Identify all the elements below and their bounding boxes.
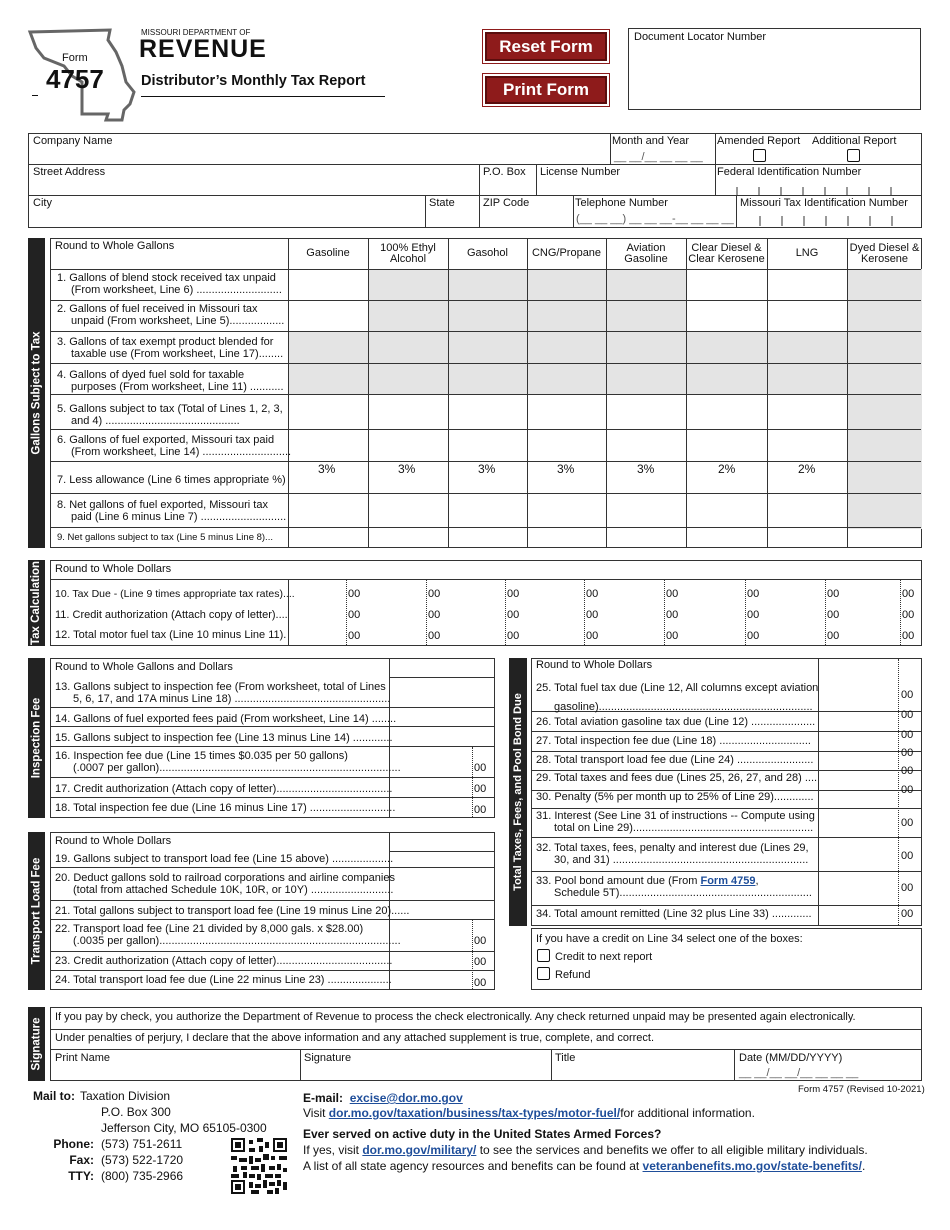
inspection-fee-sidebar: Inspection Fee — [28, 658, 45, 818]
totals-line-cents: 00 — [901, 729, 914, 741]
revision-note: Form 4757 (Revised 10-2021) — [798, 1084, 925, 1095]
transport-fee-sidebar: Transport Load Fee — [28, 832, 45, 990]
revenue-logo: REVENUE — [139, 35, 267, 63]
allowance-clear-diesel: 2% — [718, 462, 736, 476]
tty-label: TTY: — [68, 1169, 94, 1183]
allowance-lng: 2% — [798, 462, 816, 476]
po-box-label[interactable]: P.O. Box — [483, 166, 526, 178]
credit-next-label: Credit to next report — [555, 951, 653, 963]
credit-question: If you have a credit on Line 34 select one of the boxes: — [536, 933, 803, 945]
line-4-label: 4. Gallons of dyed fuel sold for taxable purposes (From worksheet, Line 11) ........... — [57, 369, 284, 393]
qr-code-icon — [231, 1138, 287, 1194]
totals-line-cents: 00 — [901, 908, 914, 920]
tax-calc-cents: 00 — [428, 630, 441, 642]
line-30-label: 30. Penalty (5% per month up to 25% of Line 29)............. — [536, 791, 814, 803]
transport-header: Round to Whole Dollars — [55, 835, 172, 847]
totals-header: Round to Whole Dollars — [536, 659, 653, 671]
col-clear-diesel: Clear Diesel & Clear Kerosene — [688, 241, 765, 265]
print-form-button[interactable]: Print Form — [485, 76, 607, 104]
military-line-1: If yes, visit dor.mo.gov/military/ to see the services and benefits we offer to all eligible military individuals. — [303, 1143, 868, 1157]
phone-label: Phone: — [53, 1137, 94, 1151]
line-10-label: 10. Tax Due - (Line 9 times appropriate tax rates).... — [55, 588, 295, 600]
line-9-label: 9. Net gallons subject to tax (Line 5 minus Line 8)... — [57, 532, 273, 543]
tax-calc-cents: 00 — [747, 609, 760, 621]
fein-label[interactable]: Federal Identification Number — [717, 166, 862, 178]
line-15-label: 15. Gallons subject to inspection fee (Line 13 minus Line 14) ............. — [55, 732, 393, 744]
gallons-header: Round to Whole Gallons — [55, 240, 175, 252]
col-aviation-gasoline: Aviation Gasoline — [624, 241, 668, 265]
fax-label: Fax: — [69, 1153, 94, 1167]
line-17-cents: 00 — [474, 783, 487, 795]
tax-calc-cents: 00 — [827, 588, 840, 600]
tax-calc-cents: 00 — [747, 588, 760, 600]
license-number-label[interactable]: License Number — [540, 166, 621, 178]
document-locator-field[interactable] — [628, 28, 921, 110]
line-21-label: 21. Total gallons subject to transport load fee (Line 19 minus Line 20)...... — [55, 905, 410, 917]
month-year-input[interactable]: __ __/__ __ __ __ — [614, 151, 703, 163]
totals-sidebar: Total Taxes, Fees, and Pool Bond Due — [509, 658, 527, 926]
city-label[interactable]: City — [33, 197, 52, 209]
military-link[interactable]: dor.mo.gov/military/ — [362, 1143, 477, 1157]
mo-tax-id-ticks — [740, 214, 920, 226]
tax-calc-cents: 00 — [666, 588, 679, 600]
line-32-label: 32. Total taxes, fees, penalty and interest due (Lines 29, 30, and 31) ................................................................ — [536, 842, 809, 866]
form-4759-link[interactable]: Form 4759 — [700, 875, 756, 887]
tax-calc-cents: 00 — [666, 630, 679, 642]
tax-calc-cents: 00 — [586, 630, 599, 642]
line-5-label: 5. Gallons subject to tax (Total of Lines 1, 2, 3, and 4) ............................................ — [57, 403, 283, 427]
tax-calc-cents: 00 — [827, 609, 840, 621]
gallons-section-sidebar: Gallons Subject to Tax — [28, 238, 45, 548]
tax-calc-sidebar: Tax Calculation — [28, 560, 45, 646]
tax-calc-cents: 00 — [827, 630, 840, 642]
tax-calc-cents: 00 — [747, 630, 760, 642]
line-34-label: 34. Total amount remitted (Line 32 plus Line 33) ............. — [536, 908, 812, 920]
line-3-label: 3. Gallons of tax exempt product blended for taxable use (From worksheet, Line 17)........ — [57, 336, 284, 360]
line-27-label: 27. Total inspection fee due (Line 18) .............................. — [536, 735, 811, 747]
allowance-gasoline: 3% — [318, 462, 336, 476]
line-1-label: 1. Gallons of blend stock received tax unpaid (From worksheet, Line 6) ............................ — [57, 272, 282, 296]
refund-checkbox[interactable] — [537, 967, 550, 980]
agency-name: MISSOURI DEPARTMENT OF — [141, 28, 251, 37]
military-line-2: A list of all state agency resources and benefits can be found at veteranbenefits.mo.gov/state-benefits/. — [303, 1159, 866, 1173]
tax-calc-cents: 00 — [428, 609, 441, 621]
line-19-label: 19. Gallons subject to transport load fee (Line 15 above) .................... — [55, 853, 394, 865]
line-25-label: 25. Total fuel tax due (Line 12, All columns except aviation gasoline)...................................................................... — [536, 682, 819, 713]
col-lng: LNG — [795, 247, 819, 259]
company-name-label[interactable]: Company Name — [33, 135, 113, 147]
date-label: Date (MM/DD/YYYY) — [739, 1052, 843, 1064]
totals-line-cents: 00 — [901, 850, 914, 862]
tax-calc-cents: 00 — [902, 588, 915, 600]
totals-line-cents: 00 — [901, 765, 914, 777]
line-16-label: 16. Inspection fee due (Line 15 times $0.035 per 50 gallons) (.0007 per gallon)............................................................................... — [55, 750, 401, 774]
totals-line-cents: 00 — [901, 817, 914, 829]
tax-calc-cents: 00 — [507, 630, 520, 642]
print-name-field[interactable]: Print Name — [55, 1052, 111, 1064]
line-8-label: 8. Net gallons of fuel exported, Missouri tax paid (Line 6 minus Line 7) ............................ — [57, 499, 287, 523]
col-gasohol: Gasohol — [467, 247, 508, 259]
line-2-label: 2. Gallons of fuel received in Missouri tax unpaid (From worksheet, Line 5).................. — [57, 303, 285, 327]
phone-number: (573) 751-2611 — [101, 1137, 183, 1151]
amended-report-checkbox[interactable] — [753, 149, 766, 162]
address-line-2: P.O. Box 300 — [101, 1105, 171, 1119]
address-line-3: Jefferson City, MO 65105-0300 — [101, 1121, 267, 1135]
additional-report-checkbox[interactable] — [847, 149, 860, 162]
tax-calc-header: Round to Whole Dollars — [55, 563, 172, 575]
tax-calc-cents: 00 — [348, 630, 361, 642]
form-label: Form — [62, 52, 88, 64]
line-20-label: 20. Deduct gallons sold to railroad corporations and airline companies (total from attached Schedule 10K, 10R, or 10Y) ........................... — [55, 872, 395, 896]
col-gasoline: Gasoline — [306, 247, 350, 259]
veteran-benefits-link[interactable]: veteranbenefits.mo.gov/state-benefits/ — [642, 1159, 862, 1173]
signature-sidebar: Signature — [28, 1007, 45, 1081]
col-dyed-diesel: Dyed Diesel & Kerosene — [849, 241, 920, 265]
line-26-label: 26. Total aviation gasoline tax due (Line 12) ..................... — [536, 716, 816, 728]
dln-label: Document Locator Number — [634, 31, 767, 43]
totals-line-cents: 00 — [901, 747, 914, 759]
line-29-label: 29. Total taxes and fees due (Lines 25, 26, 27, and 28) .... — [536, 772, 818, 784]
signature-field[interactable]: Signature — [304, 1052, 352, 1064]
title-underline — [141, 96, 385, 97]
totals-cents-divider — [898, 659, 899, 925]
totals-line-cents: 00 — [901, 709, 914, 721]
military-question: Ever served on active duty in the United States Armed Forces? — [303, 1127, 662, 1141]
telephone-input[interactable]: (__ __ __) __ __ __-__ __ __ __ — [576, 213, 734, 225]
tax-calc-cents: 00 — [586, 609, 599, 621]
tty-number: (800) 735-2966 — [101, 1169, 184, 1183]
visit-line: Visit dor.mo.gov/taxation/business/tax-types/motor-fuel/for additional information. — [303, 1106, 755, 1120]
motor-fuel-link[interactable]: dor.mo.gov/taxation/business/tax-types/motor-fuel/ — [328, 1106, 621, 1120]
tax-calc-cents: 00 — [902, 630, 915, 642]
inspection-header: Round to Whole Gallons and Dollars — [55, 661, 233, 673]
tax-calc-cents: 00 — [348, 609, 361, 621]
mail-to-label: Mail to: — [33, 1089, 75, 1103]
zip-code-label[interactable]: ZIP Code — [483, 197, 530, 209]
tax-calc-cents: 00 — [507, 588, 520, 600]
form-number: 4757 — [46, 64, 104, 94]
line-31-label: 31. Interest (See Line 31 of instructions -- Compute using total on Line 29)........................................................... — [536, 810, 815, 834]
month-year-label: Month and Year — [612, 135, 690, 147]
tax-calc-cents: 00 — [902, 609, 915, 621]
tax-calc-cents: 00 — [428, 588, 441, 600]
line-14-label: 14. Gallons of fuel exported fees paid (From worksheet, Line 14) ........ — [55, 713, 397, 725]
line-7-label: 7. Less allowance (Line 6 times appropriate %) — [57, 474, 286, 486]
inspection-cents-divider — [472, 747, 473, 817]
state-label[interactable]: State — [429, 197, 455, 209]
totals-line-cents: 00 — [901, 882, 914, 894]
line-11-label: 11. Credit authorization (Attach copy of letter).... — [55, 609, 288, 621]
tax-calc-cents: 00 — [586, 588, 599, 600]
line-6-label: 6. Gallons of fuel exported, Missouri tax paid (From worksheet, Line 14) ............................. — [57, 434, 292, 458]
credit-next-checkbox[interactable] — [537, 949, 550, 962]
fein-digit-ticks — [717, 185, 917, 195]
transport-cents-divider — [472, 920, 473, 989]
line-18-label: 18. Total inspection fee due (Line 16 minus Line 17) ............................ — [55, 802, 396, 814]
line-33-label: 33. Pool bond amount due (From Form 4759, Schedule 5T)............................................................... — [536, 875, 812, 899]
email-link[interactable]: excise@dor.mo.gov — [349, 1091, 463, 1105]
allowance-ethyl: 3% — [398, 462, 416, 476]
mo-tax-id-label[interactable]: Missouri Tax Identification Number — [740, 197, 908, 209]
line-23-cents: 00 — [474, 956, 487, 968]
divider — [32, 95, 38, 96]
line-18-cents: 00 — [474, 804, 487, 816]
additional-report-label: Additional Report — [812, 135, 897, 147]
fax-number: (573) 522-1720 — [101, 1153, 184, 1167]
line-23-label: 23. Credit authorization (Attach copy of letter)...................................... — [55, 955, 393, 967]
street-address-label[interactable]: Street Address — [33, 166, 106, 178]
totals-line-cents: 00 — [901, 689, 914, 701]
line-24-cents: 00 — [474, 977, 487, 989]
line-22-label: 22. Transport load fee (Line 21 divided by 8,000 gals. x $28.00) (.0035 per gallon)............................................................................... — [55, 923, 401, 947]
refund-label: Refund — [555, 969, 591, 981]
allowance-gasohol: 3% — [478, 462, 496, 476]
line-28-label: 28. Total transport load fee due (Line 24) ......................... — [536, 754, 814, 766]
line-24-label: 24. Total transport load fee due (Line 22 minus Line 23) ..................... — [55, 974, 392, 986]
col-cng-propane: CNG/Propane — [531, 247, 602, 259]
col-ethyl-alcohol: 100% Ethyl Alcohol — [380, 241, 436, 265]
form-title: Distributor’s Monthly Tax Report — [141, 73, 366, 89]
address-line-1: Taxation Division — [80, 1089, 171, 1103]
telephone-label: Telephone Number — [575, 197, 668, 209]
totals-line-cents: 00 — [901, 784, 914, 796]
tax-calc-cents: 00 — [507, 609, 520, 621]
line-12-label: 12. Total motor fuel tax (Line 10 minus Line 11). — [55, 629, 287, 641]
perjury-statement: Under penalties of perjury, I declare that the above information and any attached supplement is true, complete, and correct. — [55, 1032, 655, 1044]
line-13-label: 13. Gallons subject to inspection fee (From worksheet, total of Lines 5, 6, 17, and 17A minus Line 18) ................................................... — [55, 681, 391, 705]
tax-calc-cents: 00 — [666, 609, 679, 621]
line-17-label: 17. Credit authorization (Attach copy of letter)...................................... — [55, 783, 393, 795]
tax-calc-cents: 00 — [348, 588, 361, 600]
title-field[interactable]: Title — [555, 1052, 576, 1064]
amended-report-label: Amended Report — [717, 135, 801, 147]
reset-form-button[interactable]: Reset Form — [485, 32, 607, 61]
check-notice: If you pay by check, you authorize the Department of Revenue to process the check electronically. Any check returned unpaid may be presented again electronically. — [55, 1011, 856, 1023]
date-input[interactable]: __ __/__ __/__ __ __ __ — [739, 1067, 859, 1079]
line-22-cents: 00 — [474, 935, 487, 947]
email-label-row: E-mail: excise@dor.mo.gov — [303, 1091, 463, 1105]
line-16-cents: 00 — [474, 762, 487, 774]
allowance-cng: 3% — [557, 462, 575, 476]
allowance-aviation: 3% — [637, 462, 655, 476]
